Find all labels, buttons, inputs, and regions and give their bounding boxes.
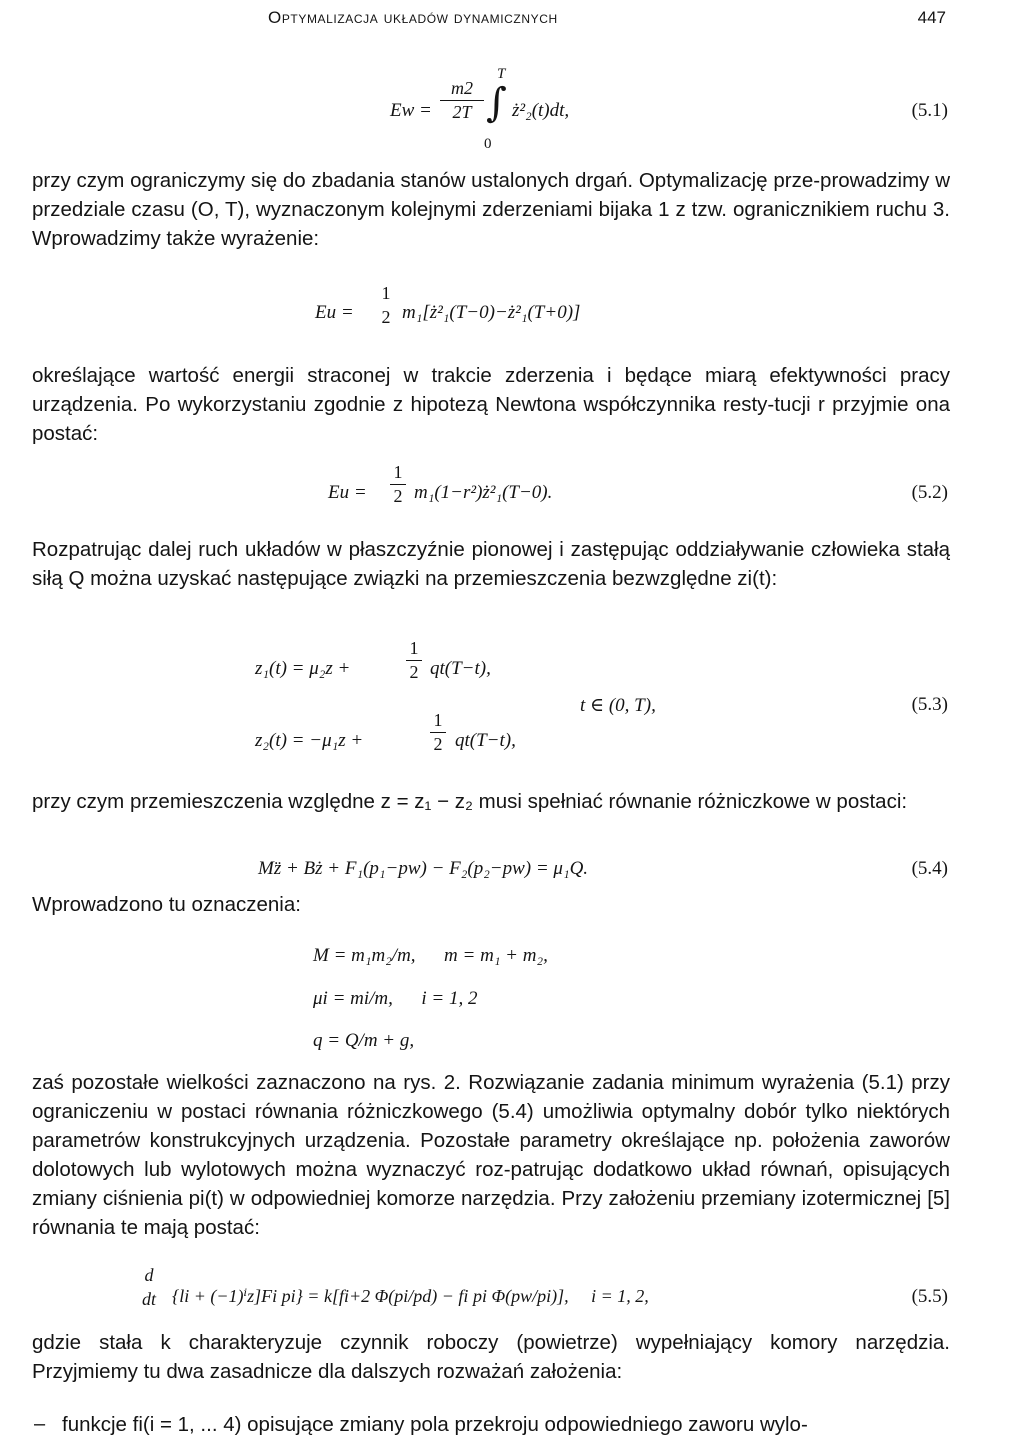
eq55-body: {li + (−1)ⁱz]Fi pi} = k[fi+2 Φ(pi/pd) − fi pi Φ(pw/pi)], i = 1, 2, <box>172 1286 649 1306</box>
definition-M: M = m₁m₂/m, m = m₁ + m₂, <box>313 945 548 966</box>
paragraph-4: przy czym przemieszczenia względne z = z₁ − z₂ musi spełniać równanie różniczkowe w postaci: <box>32 790 908 813</box>
eu1-denominator: 2 <box>381 307 391 327</box>
eq53b-numerator: 1 <box>433 710 443 730</box>
eq53a-denominator: 2 <box>409 662 419 682</box>
eq53a-rhs: qt(T−t), <box>430 658 491 679</box>
eq52-lhs: Eu = <box>328 482 367 503</box>
eu1-fraction <box>378 283 394 328</box>
eq55-d: d <box>144 1265 154 1285</box>
eu1-rhs: m₁[ż²₁(T−0)−ż²₁(T+0)] <box>402 302 581 323</box>
page-number: 447 <box>917 8 946 27</box>
paragraph-1: przy czym ograniczymy się do zbadania stanów ustalonych drgań. Optymalizację prze-prowadzimy w przedziale czasu (O, T), wyznaczonym kolejnymi zderzeniami bijaka 1 z tzw. ogranicznikiem ruchu 3. Wprowadzimy także wyrażenie: <box>32 169 950 250</box>
paragraph-3: Rozpatrując dalej ruch układów w płaszczyźnie pionowej i zastępując oddziaływanie człowieka stałą siłą Q można uzyskać następujące związki na przemieszczenia bezwzględne zi(t): <box>32 538 950 590</box>
eq52-fraction <box>390 462 406 507</box>
eq52-denominator: 2 <box>393 486 403 506</box>
running-title: Optymalizacja układów dynamicznych <box>268 8 558 27</box>
paragraph-7: gdzie stała k charakteryzuje czynnik roboczy (powietrze) wypełniający komory narzędzia. Przyjmiemy tu dwa zasadnicze dla dalszych rozważań założenia: <box>32 1331 950 1383</box>
list-bullet: – <box>34 1413 46 1435</box>
eq55-dt: dt <box>141 1289 156 1309</box>
eq53b-denominator: 2 <box>433 734 443 754</box>
eq53b-rhs: qt(T−t), <box>455 730 516 751</box>
eq51-fraction <box>440 78 484 123</box>
definition-mu: μi = mi/m, i = 1, 2 <box>313 988 478 1009</box>
running-header <box>268 8 946 28</box>
eq53-condition: t ∈ (0, T), <box>580 695 656 716</box>
eq55-derivative <box>138 1265 160 1310</box>
eq53a-lhs: z₁(t) = μ₂z + <box>255 658 351 679</box>
eq52-numerator: 1 <box>393 462 403 482</box>
eq51-lower-limit: 0 <box>484 136 492 152</box>
eq52-number: (5.2) <box>911 482 948 503</box>
eq51-number: (5.1) <box>911 100 948 121</box>
eq51-upper-limit: T <box>497 66 506 82</box>
eq51-lhs: Ew = <box>390 100 432 121</box>
eu1-lhs: Eu = <box>315 302 354 323</box>
eq53-number: (5.3) <box>911 694 948 715</box>
eq53a-fraction <box>406 638 422 683</box>
eq52-rhs: m₁(1−r²)ż²₁(T−0). <box>414 482 553 503</box>
definition-q: q = Q/m + g, <box>313 1030 415 1051</box>
paragraph-5: Wprowadzono tu oznaczenia: <box>32 893 301 916</box>
eq53b-fraction <box>430 710 446 755</box>
eu1-numerator: 1 <box>381 283 391 303</box>
paragraph-2: określające wartość energii straconej w trakcie zderzenia i będące miarą efektywności pracy urządzenia. Po wykorzystaniu zgodnie z hipotezą Newtona współczynnika resty-tucji r przyjmie ona postać: <box>32 364 950 445</box>
eq53a-numerator: 1 <box>409 638 419 658</box>
list-item-1: funkcje fi(i = 1, ... 4) opisujące zmiany pola przekroju odpowiedniego zaworu wylo- <box>62 1413 808 1436</box>
eq51-numerator: m2 <box>451 78 473 98</box>
paragraph-6: zaś pozostałe wielkości zaznaczono na rys. 2. Rozwiązanie zadania minimum wyrażenia (5.1) przy ograniczeniu w postaci równania różniczkowego (5.4) umożliwia optymalny dobór tylko niektórych parametrów konstrukcyjnych urządzenia. Pozostałe parametry określające np. położenia zaworów dolotowych lub wylotowych można wyznaczyć roz-patrując dodatkowo układ równań, opisujących zmiany ciśnienia pi(t) w odpowiedniej komorze narzędzia. Przy założeniu przemiany izotermicznej [5] równania te mają postać: <box>32 1071 950 1239</box>
eq51-integrand: ż²₂(t)dt, <box>512 100 570 121</box>
eq55-number: (5.5) <box>911 1286 948 1307</box>
eq53b-lhs: z₂(t) = −μ₁z + <box>255 730 364 751</box>
eq51-denominator: 2T <box>452 102 472 122</box>
equation-5-4: Mz̈ + Bż + F₁(p₁−pw) − F₂(p₂−pw) = μ₁Q. <box>258 858 589 879</box>
integral-sign: ∫ <box>486 80 507 126</box>
eq54-number: (5.4) <box>911 858 948 879</box>
